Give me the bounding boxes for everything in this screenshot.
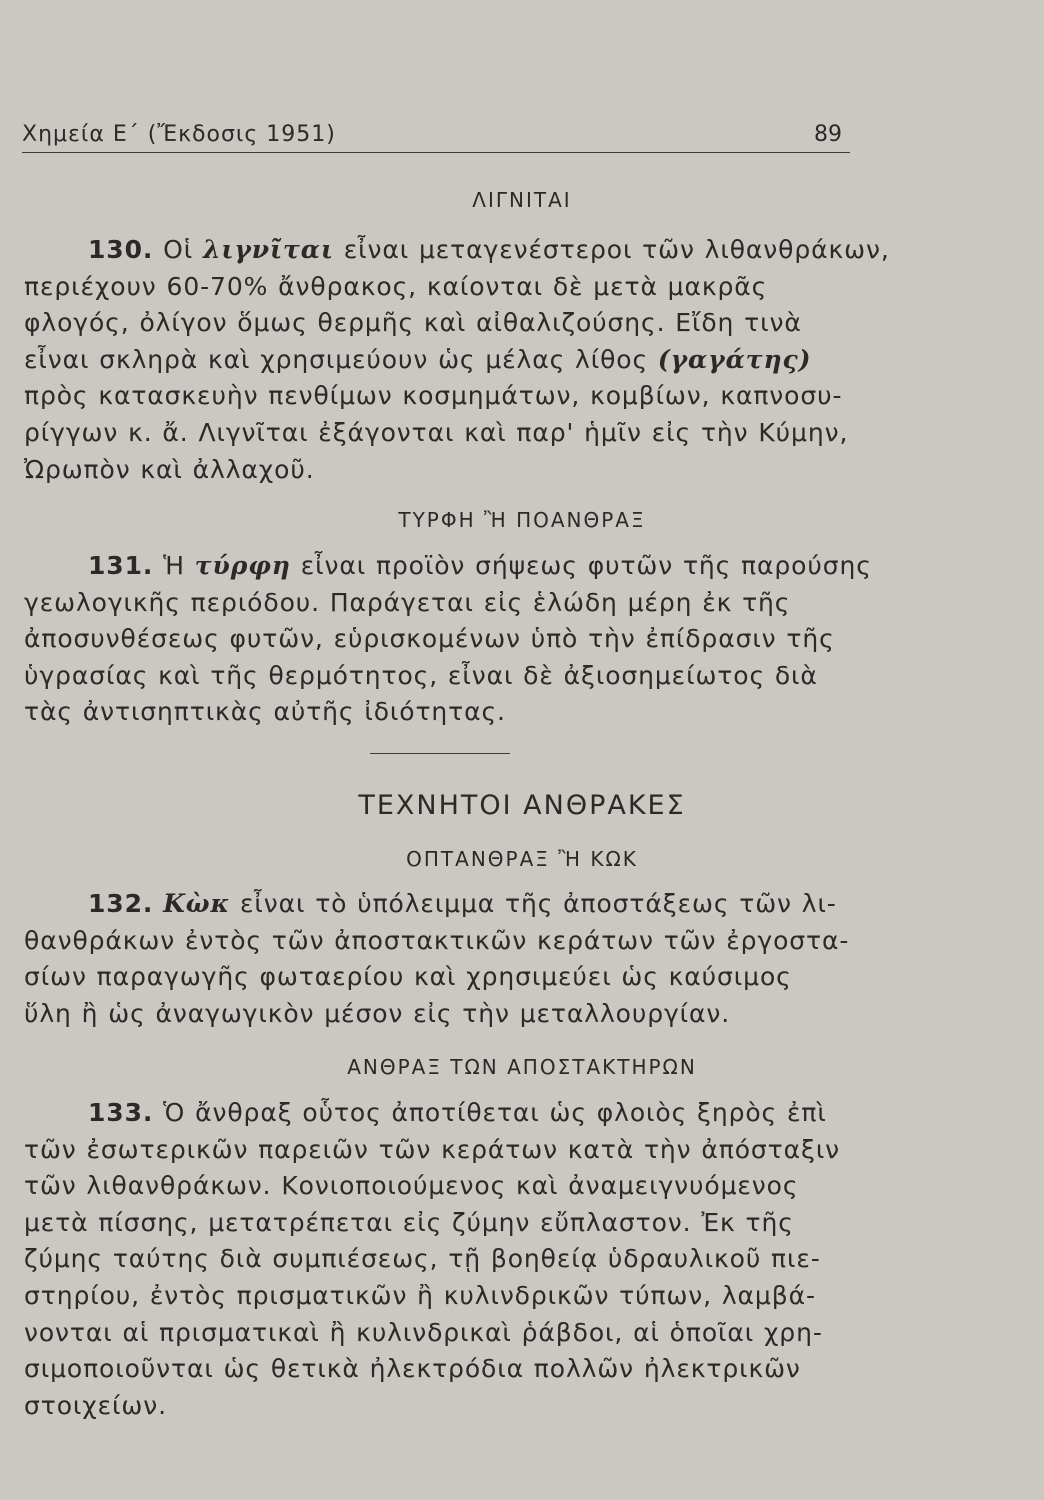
paragraph-line: περιέχουν 60-70% ἄνθρακος, καίονται δὲ μετὰ μακρᾶς <box>24 271 768 301</box>
paragraph-line: 132. Κὼκ εἶναι τὸ ὑπόλειμμα τῆς ἀποστάξεως τῶν λι- <box>88 889 837 918</box>
paragraph-number: 133. <box>88 1098 154 1127</box>
section-title-anthrax-apostaktiron: ΑΝΘΡΑΞ ΤΩΝ ΑΠΟΣΤΑΚΤΗΡΩΝ <box>347 1055 697 1079</box>
paragraph-line: γεωλογικῆς περιόδου. Παράγεται εἰς ἑλώδη μέρη ἐκ τῆς <box>24 587 791 617</box>
paragraph-line: πρὸς κατασκευὴν πενθίμων κοσμημάτων, κομβίων, καπνοσυ- <box>24 381 843 411</box>
paragraph-132 <box>24 886 860 1032</box>
running-title: Χημεία Ε΄ (Ἔκδοσις 1951) <box>22 122 336 147</box>
section-divider <box>370 753 510 754</box>
paragraph-line: τῶν ἐσωτερικῶν παρειῶν τῶν κεράτων κατὰ τὴν ἀπόσταξιν <box>24 1134 841 1164</box>
paragraph-line: στηρίου, ἐντὸς πρισματικῶν ἢ κυλινδρικῶν τύπων, λαμβά- <box>24 1280 816 1310</box>
paragraph-line: στοιχείων. <box>24 1390 167 1420</box>
term-gagatis: (γαγάτης) <box>657 344 812 374</box>
paragraph-line: ὕλη ἢ ὡς ἀναγωγικὸν μέσον εἰς τὴν μεταλλουργίαν. <box>24 998 731 1028</box>
paragraph-line: Ὠρωπὸν καὶ ἀλλαχοῦ. <box>24 454 315 484</box>
paragraph-line: 131. Ἡ τύρφη εἶναι προϊὸν σήψεως φυτῶν τῆς παρούσης <box>88 551 872 580</box>
term-kok: Κὼκ <box>163 889 231 918</box>
paragraph-line: ἀποσυνθέσεως φυτῶν, εὑρισκομένων ὑπὸ τὴν ἐπίδρασιν τῆς <box>24 624 835 654</box>
paragraph-line: σιμοποιοῦνται ὡς θετικὰ ἠλεκτρόδια πολλῶν ἠλεκτρικῶν <box>24 1354 801 1384</box>
paragraph-line: θανθράκων ἐντὸς τῶν ἀποστακτικῶν κεράτων τῶν ἐργοστα- <box>24 925 850 955</box>
page-number: 89 <box>814 122 842 147</box>
term-lignitai: λιγνῖται <box>202 235 334 264</box>
paragraph-line: 130. Οἱ λιγνῖται εἶναι μεταγενέστεροι τῶν λιθανθράκων, <box>88 235 890 264</box>
section-title-lignitai: ΛΙΓΝΙΤΑΙ <box>472 188 572 212</box>
paragraph-line: ζύμης ταύτης διὰ συμπιέσεως, τῇ βοηθείᾳ ὑδραυλικοῦ πιε- <box>24 1244 821 1274</box>
paragraph-line: μετὰ πίσσης, μετατρέπεται εἰς ζύμην εὔπλαστον. Ἐκ τῆς <box>24 1207 794 1237</box>
paragraph-number: 132. <box>88 889 154 918</box>
section-title-optanthrax: ΟΠΤΑΝΘΡΑΞ Ἢ ΚΩΚ <box>406 847 638 871</box>
paragraph-131 <box>24 548 872 731</box>
paragraph-line: ὑγρασίας καὶ τῆς θερμότητος, εἶναι δὲ ἀξιοσημείωτος διὰ <box>24 660 818 690</box>
paragraph-line: ρίγγων κ. ἄ. Λιγνῖται ἐξάγονται καὶ παρ' ἡμῖν εἰς τὴν Κύμην, <box>24 417 849 447</box>
paragraph-line: σίων παραγωγῆς φωταερίου καὶ χρησιμεύει ὡς καύσιμος <box>24 962 792 992</box>
running-header <box>22 118 850 153</box>
paragraph-line: 133. Ὁ ἄνθραξ οὗτος ἀποτίθεται ὡς φλοιὸς ξηρὸς ἐπὶ <box>88 1098 827 1127</box>
paragraph-line: φλογός, ὀλίγον ὅμως θερμῆς καὶ αἰθαλιζούσης. Εἴδη τινὰ <box>24 308 802 338</box>
paragraph-line: εἶναι σκληρὰ καὶ χρησιμεύουν ὡς μέλας λίθος (γαγάτης) <box>24 344 812 374</box>
paragraph-number: 130. <box>88 235 154 264</box>
paragraph-line: τὰς ἀντισηπτικὰς αὐτῆς ἰδιότητας. <box>24 697 506 727</box>
paragraph-133 <box>24 1095 860 1424</box>
paragraph-line: τῶν λιθανθράκων. Κονιοποιούμενος καὶ ἀναμειγνυόμενος <box>24 1171 799 1201</box>
section-title-technitoi: ΤΕΧΝΗΤΟΙ ΑΝΘΡΑΚΕΣ <box>358 790 686 821</box>
paragraph-line: νονται αἱ πρισματικαὶ ἢ κυλινδρικαὶ ῥάβδοι, αἱ ὁποῖαι χρη- <box>24 1317 823 1347</box>
paragraph-number: 131. <box>88 551 154 580</box>
term-tyrfi: τύρφη <box>194 551 291 580</box>
section-title-tyrfi: ΤΥΡΦΗ Ἢ ΠΟΑΝΘΡΑΞ <box>398 508 646 532</box>
paragraph-130 <box>24 232 890 488</box>
